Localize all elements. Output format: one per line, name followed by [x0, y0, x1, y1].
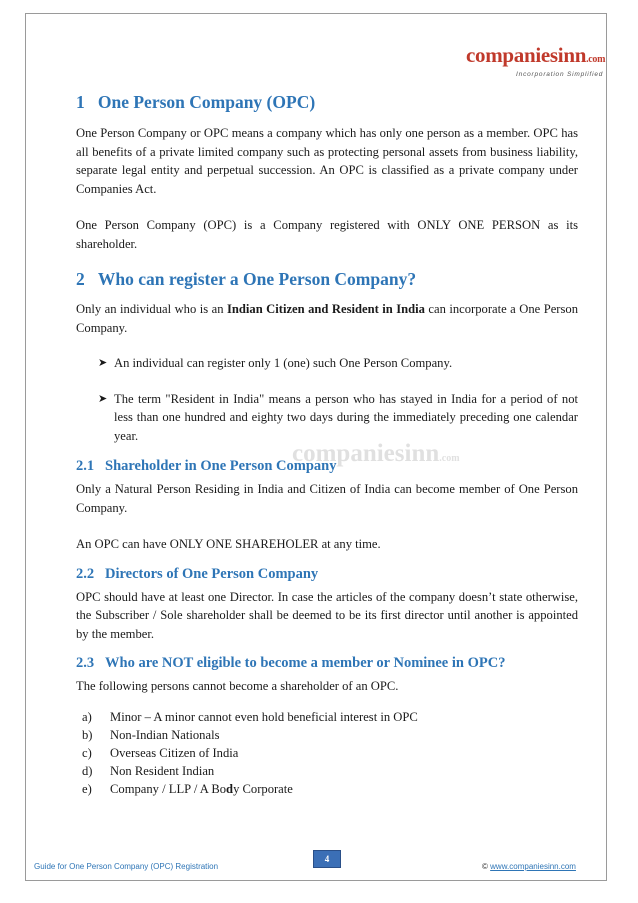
- footer-website-link[interactable]: www.companiesinn.com: [490, 862, 576, 871]
- paragraph: Only a Natural Person Residing in India and Citizen of India can become member of One Person Company.: [76, 482, 578, 515]
- list-label: e): [82, 781, 92, 796]
- document-body: [76, 92, 578, 798]
- heading-section-2-1: [76, 458, 578, 475]
- list-label: a): [82, 709, 92, 724]
- heading-title: Shareholder in One Person Company: [105, 458, 337, 474]
- page-number-badge: 4: [313, 850, 341, 868]
- paragraph: OPC should have at least one Director. In case the articles of the company doesn’t state otherwise, the Subscriber / Sole shareholder shall be deemed to be its first director until another is appointed by the member.: [76, 589, 578, 641]
- list-text: Non Resident Indian: [110, 763, 215, 778]
- footer-title: Guide for One Person Company (OPC) Registration: [34, 862, 219, 871]
- paragraph: One Person Company (OPC) is a Company registered with ONLY ONE PERSON as its shareholder.: [76, 218, 578, 251]
- ineligible-list: [76, 708, 578, 798]
- bold-text: d: [226, 781, 234, 796]
- heading-section-2: [76, 269, 578, 290]
- list-item: [82, 762, 578, 780]
- heading-number: 2.1: [76, 458, 95, 474]
- heading-number: 1: [76, 92, 85, 112]
- heading-title: Who are NOT eligible to become a member or Nominee in OPC?: [105, 655, 506, 671]
- companiesinn-logo: [466, 44, 605, 78]
- bullet-text: The term "Resident in India" means a person who has stayed in India for a period of not less than one hundred and eighty two days during the immediately preceding one calendar year.: [114, 391, 578, 443]
- arrow-bullet-icon: ➤: [98, 357, 108, 369]
- watermark-suffix: .com: [439, 453, 460, 464]
- list-text: Overseas Citizen of India: [110, 745, 239, 760]
- list-label: d): [82, 763, 93, 778]
- heading-section-2-3: [76, 655, 578, 672]
- logo-tagline: Incorporation Simplified: [516, 71, 604, 78]
- list-item: [82, 780, 578, 798]
- bullet-item: [76, 390, 578, 446]
- heading-number: 2.2: [76, 565, 95, 582]
- text-run: can incorporate a One Person Company.: [76, 302, 578, 335]
- list-label: b): [82, 727, 93, 742]
- bullet-item: [76, 354, 578, 373]
- paragraph: One Person Company or OPC means a company which has only one person as a member. OPC has all benefits of a private limited company such as protecting personal assets from business liability, separate legal entity and perpetual succession. An OPC is classified as a private company under Companies Act.: [76, 126, 578, 196]
- list-text: y Corporate: [233, 781, 293, 796]
- heading-title: Directors of One Person Company: [105, 565, 319, 582]
- paragraph: [76, 300, 578, 337]
- bold-text: Indian Citizen and Resident in India: [226, 302, 425, 316]
- footer-copyright: [482, 862, 576, 871]
- list-item: [82, 726, 578, 744]
- list-item: [82, 708, 578, 726]
- list-text: Minor – A minor cannot even hold beneficial interest in OPC: [110, 709, 418, 724]
- watermark-text: companiesinn: [292, 440, 440, 467]
- bullet-text: An individual can register only 1 (one) such One Person Company.: [114, 356, 453, 370]
- paragraph: An OPC can have ONLY ONE SHAREHOLER at any time.: [76, 537, 381, 551]
- heading-title: Who can register a One Person Company?: [97, 269, 417, 289]
- heading-section-1: [76, 92, 578, 113]
- logo-suffix: .com: [586, 54, 606, 65]
- heading-section-2-2: [76, 566, 578, 583]
- list-text: Non-Indian Nationals: [110, 727, 220, 742]
- heading-title: One Person Company (OPC): [97, 92, 316, 112]
- list-item: [82, 744, 578, 762]
- paragraph: The following persons cannot become a shareholder of an OPC.: [76, 679, 399, 693]
- heading-number: 2: [76, 269, 85, 289]
- arrow-bullet-icon: ➤: [98, 392, 108, 405]
- logo-name: companiesinn: [466, 43, 587, 67]
- list-label: c): [82, 745, 92, 760]
- copyright-symbol: ©: [482, 862, 488, 871]
- text-run: Only an individual who is an: [76, 302, 227, 316]
- list-text: Company / LLP / A Bo: [110, 781, 227, 796]
- heading-number: 2.3: [76, 655, 95, 671]
